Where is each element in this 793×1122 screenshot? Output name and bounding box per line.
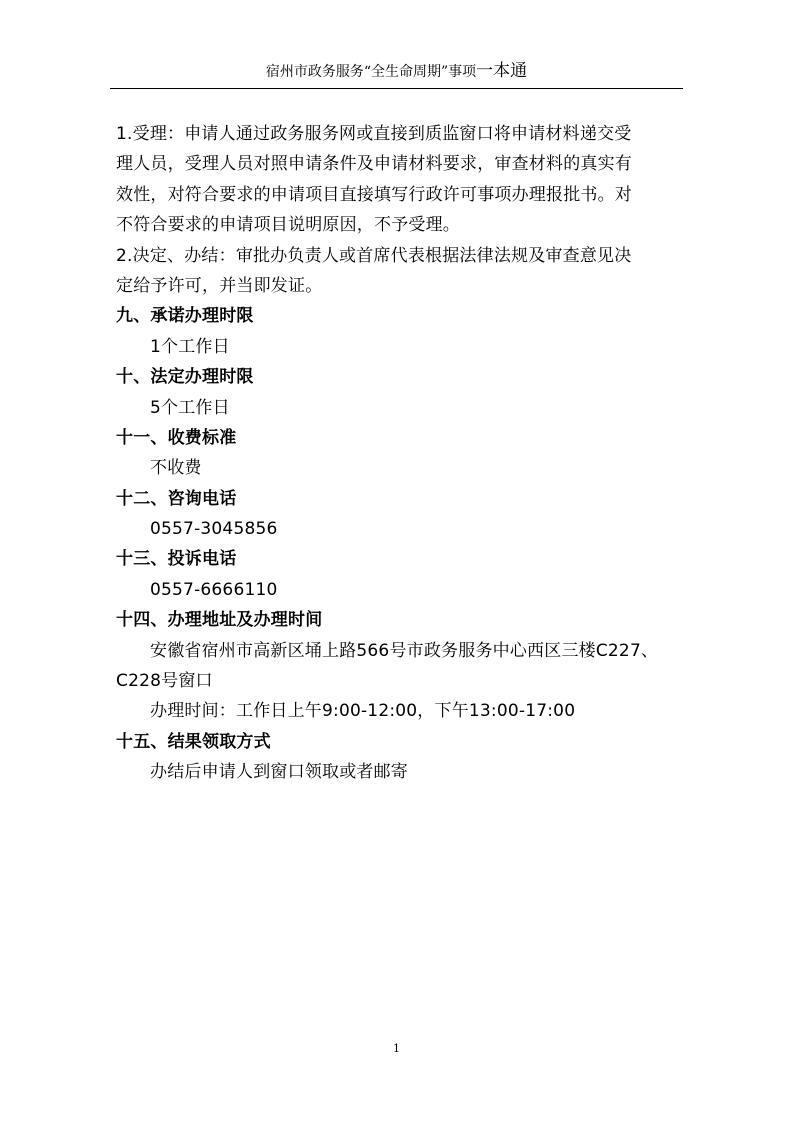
procedure-line: 2.决定、办结：审批办负责人或首席代表根据法律法规及审查意见决 bbox=[116, 245, 632, 266]
page-number: 1 bbox=[393, 1042, 400, 1055]
section-heading-result-pickup: 十五、结果领取方式 bbox=[116, 731, 271, 752]
section-value-result-pickup: 办结后申请人到窗口领取或者邮寄 bbox=[150, 762, 408, 783]
section-heading-complaint-phone: 十三、投诉电话 bbox=[116, 549, 237, 570]
section-value-legal-time: 5个工作日 bbox=[150, 397, 230, 418]
section-heading-address-hours: 十四、办理地址及办理时间 bbox=[116, 610, 323, 631]
procedure-line: 理人员，受理人员对照申请条件及申请材料要求，审查材料的真实有 bbox=[116, 154, 632, 175]
procedure-line: 效性，对符合要求的申请项目直接填写行政许可事项办理报批书。对 bbox=[116, 184, 632, 205]
section-heading-legal-time: 十、法定办理时限 bbox=[116, 367, 254, 388]
section-value-promised-time: 1个工作日 bbox=[150, 336, 230, 357]
section-heading-consult-phone: 十二、咨询电话 bbox=[116, 488, 237, 509]
procedure-line: 1.受理：申请人通过政务服务网或直接到质监窗口将申请材料递交受 bbox=[116, 124, 632, 144]
section-heading-promised-time: 九、承诺办理时限 bbox=[116, 306, 254, 327]
procedure-line: 不符合要求的申请项目说明原因，不予受理。 bbox=[116, 215, 460, 236]
header-title-suffix: 一本通 bbox=[476, 61, 528, 81]
section-heading-fee: 十一、收费标准 bbox=[116, 427, 237, 448]
procedure-line: 定给予许可，并当即发证。 bbox=[116, 275, 323, 296]
page-header bbox=[0, 62, 793, 81]
section-value-fee: 不收费 bbox=[150, 458, 202, 479]
section-value-address: 安徽省宿州市高新区埇上路566号市政务服务中心西区三楼C227、 bbox=[150, 640, 659, 661]
section-value-complaint-phone: 0557-6666110 bbox=[150, 579, 278, 600]
section-value-hours: 办理时间：工作日上午9:00-12:00，下午13:00-17:00 bbox=[150, 701, 576, 722]
document-body bbox=[116, 119, 686, 788]
section-value-address-cont: C228号窗口 bbox=[116, 671, 213, 692]
header-divider bbox=[110, 88, 683, 89]
section-value-consult-phone: 0557-3045856 bbox=[150, 519, 278, 540]
header-title: 宿州市政务服务“全生命周期”事项 bbox=[265, 64, 477, 80]
